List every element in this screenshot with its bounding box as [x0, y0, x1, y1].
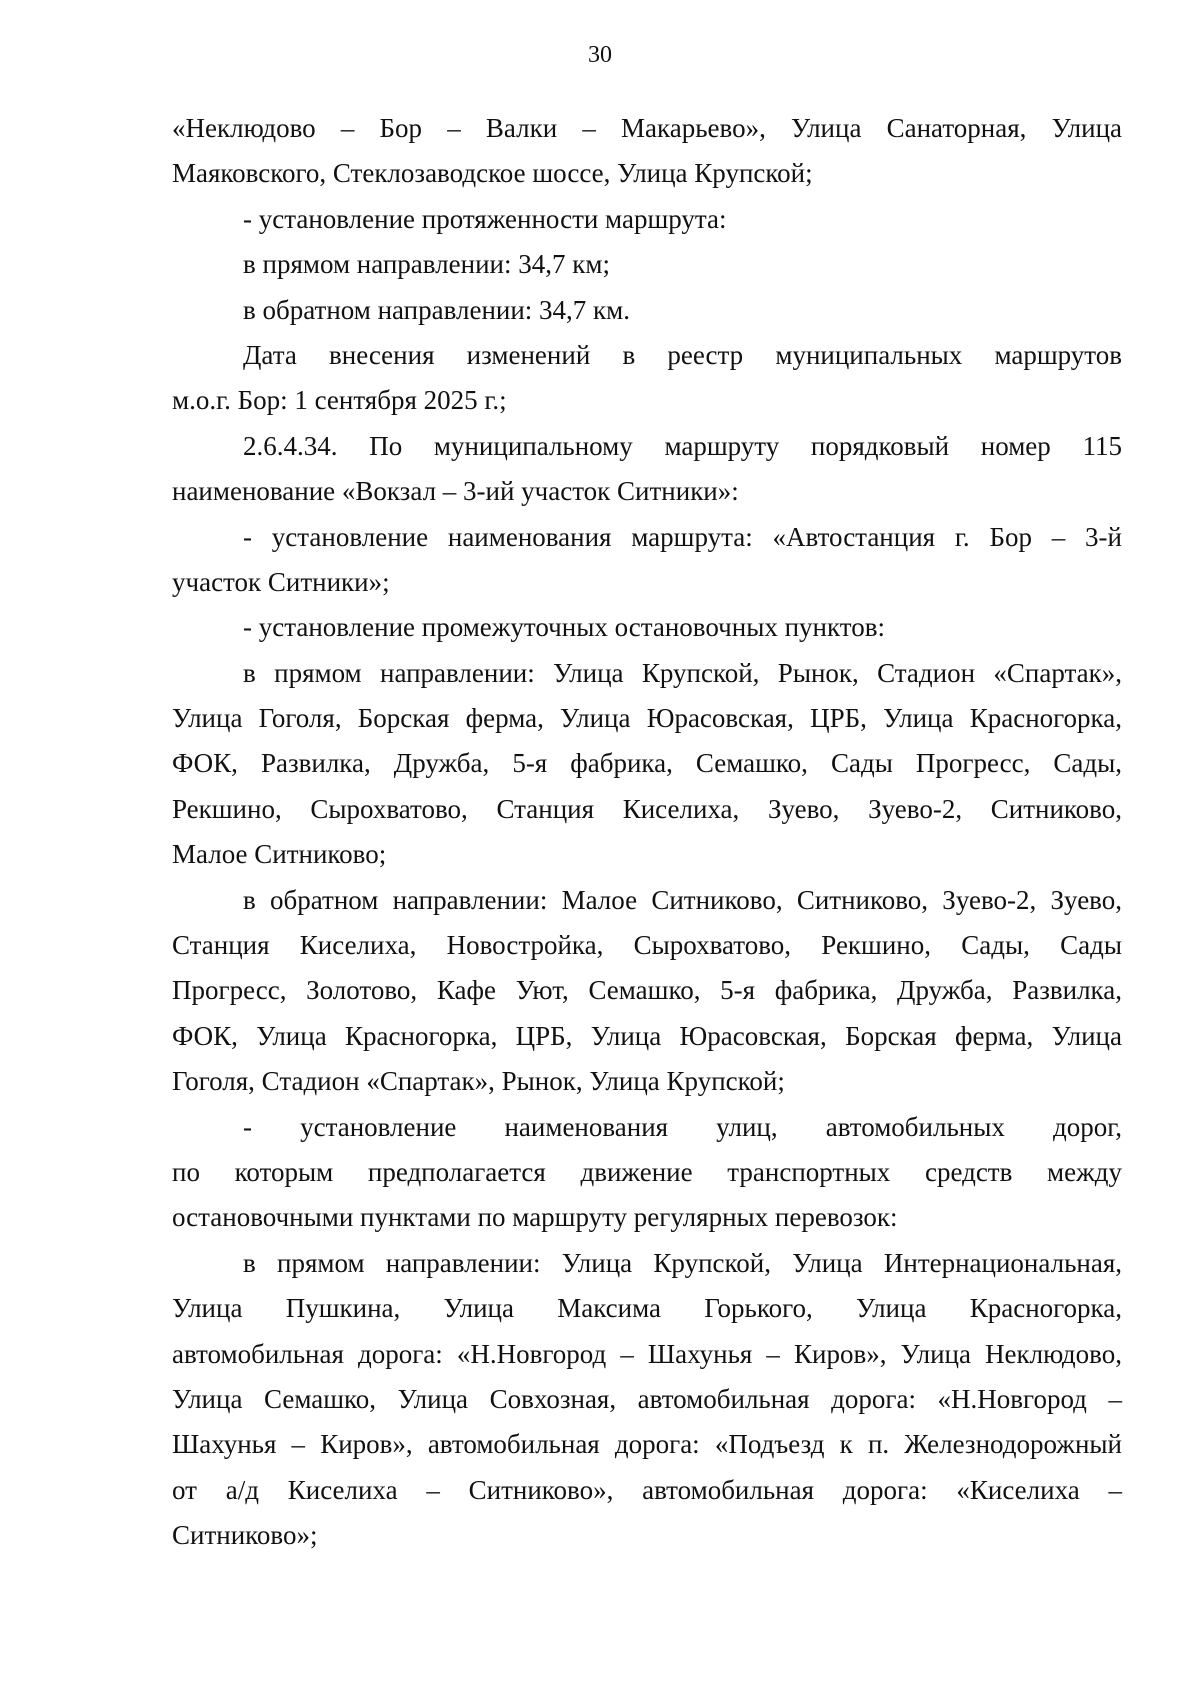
text-line: Шахунья – Киров», автомобильная дорога: «Подъезд к п. Железнодорожный	[172, 1429, 1122, 1460]
text-line: ФОК, Развилка, Дружба, 5-я фабрика, Семашко, Сады Прогресс, Сады,	[172, 748, 1122, 779]
text-line: - установление протяженности маршрута:	[243, 203, 727, 234]
text-line: в обратном направлении: 34,7 км.	[243, 294, 631, 325]
text-line: 2.6.4.34. По муниципальному маршруту порядковый номер 115	[243, 430, 1122, 461]
text-line: Маяковского, Стеклозаводское шоссе, Улица Крупской;	[172, 158, 813, 189]
text-line: по которым предполагается движение транспортных средств между	[172, 1156, 1122, 1187]
text-line: м.о.г. Бор: 1 сентября 2025 г.;	[172, 385, 507, 416]
text-line: в прямом направлении: 34,7 км;	[243, 249, 610, 280]
text-line: «Неклюдово – Бор – Валки – Макарьево», Улица Санаторная, Улица	[172, 113, 1122, 143]
text-line: - установление наименования улиц, автомобильных дорог,	[243, 1111, 1122, 1142]
text-line: Малое Ситниково;	[172, 839, 387, 870]
text-line: - установление наименования маршрута: «Автостанция г. Бор – 3-й	[243, 521, 1122, 552]
text-line: Улица Пушкина, Улица Максима Горького, Улица Красногорка,	[172, 1293, 1122, 1324]
text-line: в обратном направлении: Малое Ситниково, Ситниково, Зуево-2, Зуево,	[243, 884, 1122, 915]
text-line: Рекшино, Сырохватово, Станция Киселиха, Зуево, Зуево-2, Ситниково,	[172, 793, 1122, 824]
document-body	[172, 106, 1122, 1559]
page-number: 30	[588, 42, 612, 68]
text-line: Станция Киселиха, Новостройка, Сырохватово, Рекшино, Сады, Сады	[172, 930, 1122, 961]
text-line: ФОК, Улица Красногорка, ЦРБ, Улица Юрасовская, Борская ферма, Улица	[172, 1020, 1122, 1051]
text-line: Ситниково»;	[172, 1520, 318, 1551]
text-line: Прогресс, Золотово, Кафе Уют, Семашко, 5-я фабрика, Дружба, Развилка,	[172, 975, 1122, 1006]
text-line: Улица Семашко, Улица Совхозная, автомобильная дорога: «Н.Новгород –	[172, 1383, 1122, 1414]
text-line: от а/д Киселиха – Ситниково», автомобильная дорога: «Киселиха –	[172, 1474, 1122, 1505]
text-line: в прямом направлении: Улица Крупской, Рынок, Стадион «Спартак»,	[243, 657, 1122, 688]
text-line: в прямом направлении: Улица Крупской, Улица Интернациональная,	[243, 1247, 1122, 1278]
text-line: наименование «Вокзал – 3-ий участок Ситники»:	[172, 476, 739, 507]
text-line: остановочными пунктами по маршруту регулярных перевозок:	[172, 1202, 898, 1233]
text-line: - установление промежуточных остановочных пунктов:	[243, 612, 885, 643]
text-line: Дата внесения изменений в реестр муниципальных маршрутов	[243, 339, 1122, 370]
text-line: автомобильная дорога: «Н.Новгород – Шахунья – Киров», Улица Неклюдово,	[172, 1338, 1122, 1369]
text-line: участок Ситники»;	[172, 566, 390, 597]
text-line: Улица Гоголя, Борская ферма, Улица Юрасовская, ЦРБ, Улица Красногорка,	[172, 703, 1122, 734]
text-line: Гоголя, Стадион «Спартак», Рынок, Улица Крупской;	[172, 1066, 785, 1097]
